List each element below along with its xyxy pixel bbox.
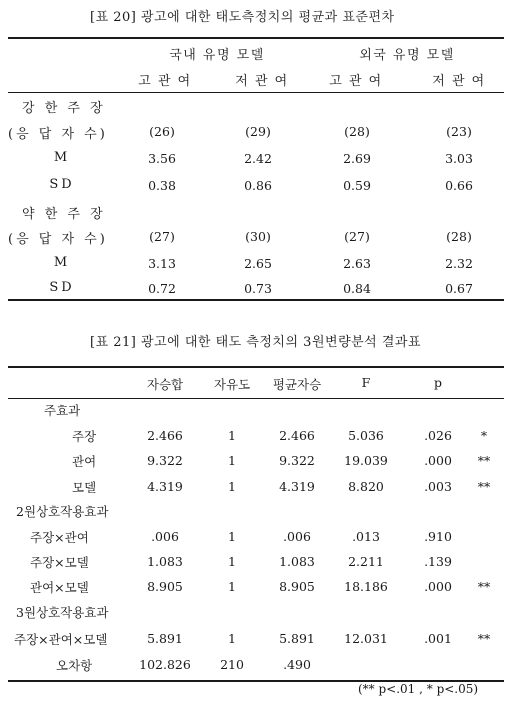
table21-significance-mark: **: [477, 631, 491, 646]
table20-cell: (26): [149, 124, 175, 139]
table20-caption: [표 20] 광고에 대한 태도측정치의 평균과 표준편차: [90, 10, 395, 25]
table20-row-label: M: [53, 255, 71, 270]
table21-cell: .910: [424, 529, 452, 544]
table21-cell: .000: [424, 453, 452, 468]
table21-cell: 102.826: [139, 657, 191, 672]
table20-cell: 2.69: [343, 151, 371, 166]
table21-cell: 2.466: [147, 428, 183, 443]
table21-cell: .490: [283, 657, 311, 672]
table21-cell: 9.322: [147, 453, 183, 468]
table21-header: p: [433, 375, 443, 390]
table21-cell: .139: [424, 554, 452, 569]
table21-cell: 1: [228, 479, 236, 494]
table20-cell: 3.13: [148, 256, 176, 271]
table20-group-header-domestic: 국내 유명 모델: [169, 48, 265, 63]
table21-cell: .003: [424, 479, 452, 494]
table20-cell: 0.66: [445, 178, 473, 193]
table20-section-title: 약 한 주 장: [22, 207, 106, 222]
table20-cell: 2.32: [445, 256, 473, 271]
table21-header: 자유도: [213, 377, 251, 392]
table21-row-label: 주장: [72, 429, 97, 444]
table20-header-rule: [8, 92, 504, 93]
table21-row-label: 3원상호작용효과: [16, 605, 109, 620]
table21-significance-mark: **: [477, 453, 491, 468]
table20-cell: (28): [446, 229, 472, 244]
table21-cell: 4.319: [279, 479, 315, 494]
table21-caption: [표 21] 광고에 대한 태도 측정치의 3원변량분석 결과표: [90, 335, 422, 350]
table20-row-label: M: [53, 150, 71, 165]
table20-cell: 3.56: [148, 151, 176, 166]
table21-cell: .013: [352, 529, 380, 544]
table20-subheader: 고 관 여: [138, 74, 192, 89]
table21-cell: .006: [283, 529, 311, 544]
table21-row-label: 주장×관여×모델: [14, 632, 108, 647]
table21-row-label: 2원상호작용효과: [16, 504, 109, 519]
table20-subheader: 저 관 여: [432, 74, 486, 89]
table21-row-label: 관여: [72, 454, 97, 469]
table20-cell: (30): [245, 229, 271, 244]
table21-cell: 210: [220, 657, 244, 672]
table20-cell: 2.63: [343, 256, 371, 271]
table20-cell: 0.86: [244, 178, 272, 193]
table21-cell: 5.891: [279, 631, 315, 646]
table21-row-label: 관여×모델: [30, 580, 89, 595]
table20-row-label: (응 답 자 수): [8, 232, 108, 247]
table21-cell: 5.036: [348, 428, 384, 443]
table21-cell: 18.186: [344, 579, 388, 594]
table20-subheader: 고 관 여: [329, 74, 383, 89]
table21-cell: 1: [228, 453, 236, 468]
table21-header: 자승합: [146, 377, 184, 392]
table21-cell: 1: [228, 428, 236, 443]
table21-cell: .001: [424, 631, 452, 646]
table21-cell: 1: [228, 554, 236, 569]
table21-significance-mark: **: [477, 579, 491, 594]
table21-cell: .000: [424, 579, 452, 594]
table21-cell: 1: [228, 529, 236, 544]
table21-footnote: (** p<.01 , * p<.05): [358, 682, 479, 696]
table21-cell: 1.083: [279, 554, 315, 569]
table21-cell: 1.083: [147, 554, 183, 569]
table21-row-label: 주장×모델: [30, 555, 89, 570]
table21-row-label: 주효과: [44, 403, 81, 418]
table21-cell: 2.211: [348, 554, 384, 569]
table21-header: F: [361, 375, 371, 390]
table20-cell: 0.73: [244, 281, 272, 296]
table20-row-label: SD: [49, 177, 75, 192]
table21-cell: 4.319: [147, 479, 183, 494]
table20-cell: (23): [446, 124, 472, 139]
table20-cell: 3.03: [445, 151, 473, 166]
table20-cell: 2.42: [244, 151, 272, 166]
table20-cell: (28): [344, 124, 370, 139]
table20-section-title: 강 한 주 장: [22, 101, 106, 116]
table21-row-label: 오차항: [56, 658, 93, 673]
table20-cell: (27): [149, 229, 175, 244]
table21-header-rule: [8, 398, 504, 399]
table20-cell: 0.59: [343, 178, 371, 193]
table21-cell: 5.891: [147, 631, 183, 646]
table21-cell: .006: [151, 529, 179, 544]
table21-row-label: 주장×관여: [30, 530, 89, 545]
table21-cell: 8.820: [348, 479, 384, 494]
table20-row-label: SD: [49, 280, 75, 295]
table20-group-header-foreign: 외국 유명 모델: [359, 48, 455, 63]
table20-cell: 2.65: [244, 256, 272, 271]
table20-cell: 0.72: [148, 281, 176, 296]
table21-row-label: 모델: [72, 480, 97, 495]
table20-cell: 0.84: [343, 281, 371, 296]
table21-cell: 2.466: [279, 428, 315, 443]
table21-cell: 1: [228, 631, 236, 646]
table21-significance-mark: **: [477, 479, 491, 494]
table20-top-rule: [8, 37, 504, 39]
table21-cell: .026: [424, 428, 452, 443]
table21-cell: 8.905: [147, 579, 183, 594]
table20-cell: (29): [245, 124, 271, 139]
table20-row-label: (응 답 자 수): [8, 127, 108, 142]
table21-header: 평균자승: [272, 377, 322, 392]
table20-cell: 0.67: [445, 281, 473, 296]
table20-subheader: 저 관 여: [235, 74, 289, 89]
table21-top-rule: [8, 366, 504, 368]
table20-bottom-rule: [8, 299, 504, 301]
table20-cell: 0.38: [148, 178, 176, 193]
table21-cell: 8.905: [279, 579, 315, 594]
table20-cell: (27): [344, 229, 370, 244]
table21-cell: 9.322: [279, 453, 315, 468]
table21-significance-mark: *: [480, 428, 488, 443]
table21-cell: 1: [228, 579, 236, 594]
table21-cell: 12.031: [344, 631, 388, 646]
table21-cell: 19.039: [344, 453, 388, 468]
